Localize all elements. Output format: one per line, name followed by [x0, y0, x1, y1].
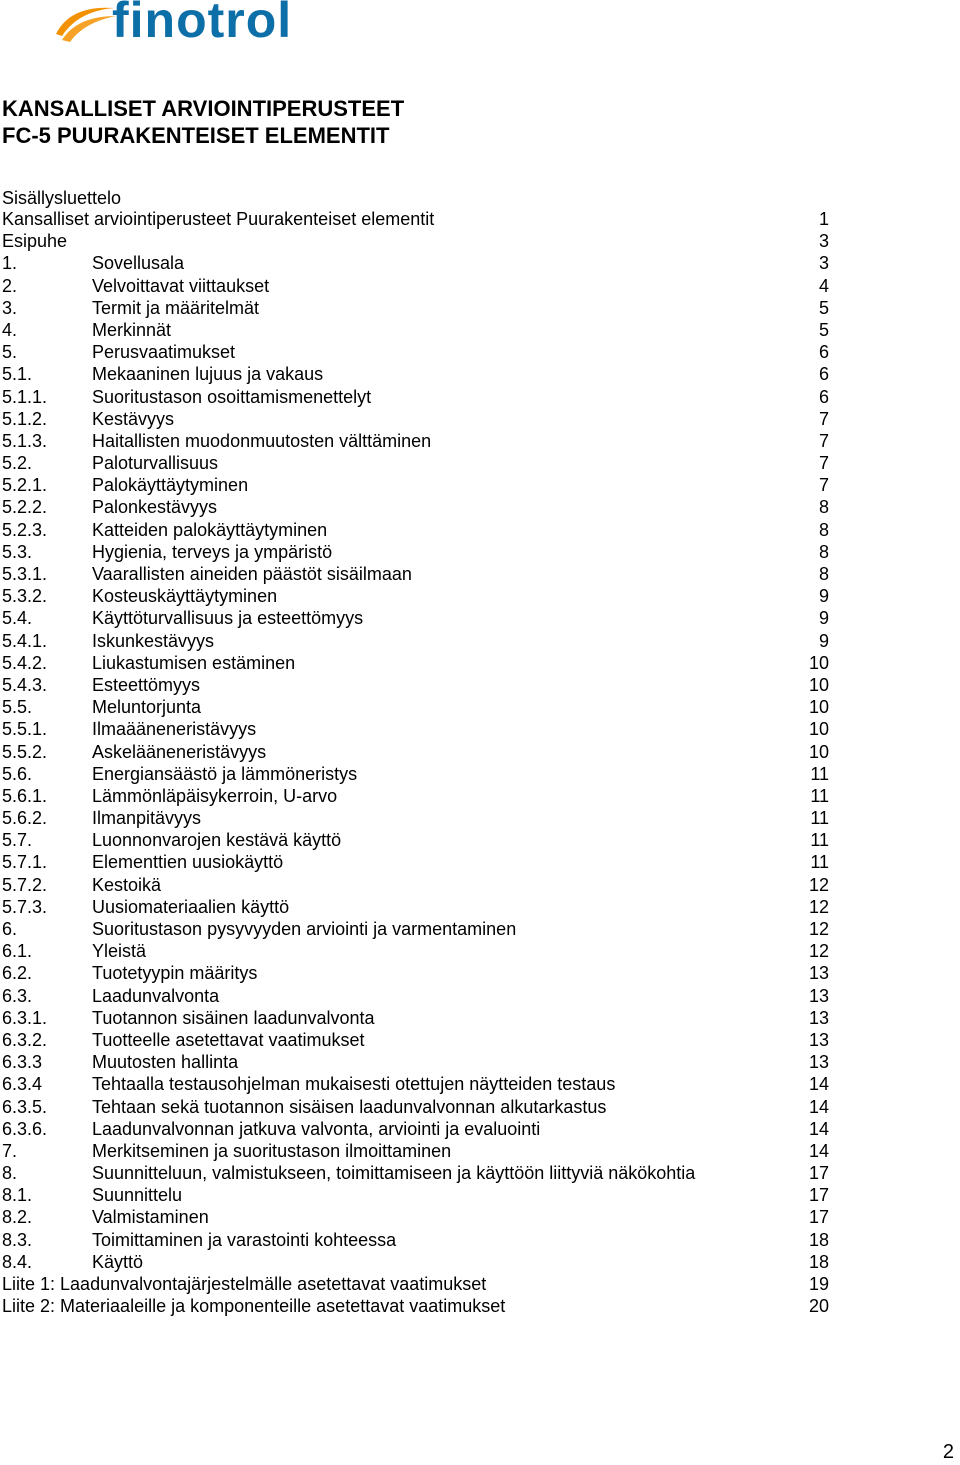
toc-entry-page: 17: [808, 1163, 829, 1184]
toc-entry-page: 8: [818, 541, 829, 562]
toc-entry-number: 5.6.: [2, 763, 33, 784]
toc-entry-page: 5: [818, 319, 829, 340]
toc-entry[interactable]: [0, 1007, 960, 1029]
toc-entry-page: 11: [810, 830, 829, 851]
toc-entry[interactable]: [0, 252, 960, 274]
toc-entry[interactable]: [0, 1051, 960, 1073]
toc-entry-number: 5.: [2, 342, 18, 363]
logo-wordmark: finotrol: [112, 0, 293, 48]
toc-entry-title: Kosteuskäyttäytyminen: [92, 586, 278, 607]
toc-entry-title: Ilmanpitävyys: [92, 808, 202, 829]
toc-heading: Sisällysluettelo: [2, 188, 122, 208]
toc-entry-number: 5.6.1.: [2, 785, 48, 806]
toc-entry[interactable]: [0, 474, 960, 496]
toc-entry-title: Elementtien uusiokäyttö: [92, 852, 284, 873]
toc-entry[interactable]: [0, 851, 960, 873]
toc-entry-title: Paloturvallisuus: [92, 453, 219, 474]
toc-entry-title: Meluntorjunta: [92, 697, 202, 718]
toc-entry[interactable]: [0, 1029, 960, 1051]
toc-entry-title: Perusvaatimukset: [92, 342, 236, 363]
toc-entry-number: 6.: [2, 919, 18, 939]
toc-entry-title: Esteettömyys: [92, 674, 201, 695]
toc-entry-number: 5.7.1.: [2, 852, 48, 873]
toc-entry-page: 4: [818, 275, 829, 296]
toc-entry[interactable]: [0, 630, 960, 652]
toc-entry-number: 5.3.1.: [2, 564, 48, 584]
toc-entry-number: 5.2.1.: [2, 475, 48, 496]
toc-entry-page: 6: [818, 342, 829, 363]
toc-entry-number: 5.4.3.: [2, 674, 48, 695]
toc-entry-page: 7: [818, 408, 829, 429]
toc-entry-page: 12: [808, 919, 829, 939]
toc-entry-title: Tehtaan sekä tuotannon sisäisen laadunvalvonnan alkutarkastus: [92, 1096, 607, 1117]
toc-entry-page: 11: [810, 785, 829, 806]
toc-entry[interactable]: [0, 696, 960, 718]
toc-entry-number: 6.3.5.: [2, 1096, 48, 1117]
toc-entry-page: 20: [808, 1296, 829, 1317]
toc-entry-page: 6: [818, 386, 829, 407]
toc-entry[interactable]: [0, 674, 960, 696]
toc-entry[interactable]: [0, 363, 960, 385]
toc-entry-title: Luonnonvarojen kestävä käyttö: [92, 830, 342, 851]
toc-entry-title: Hygienia, terveys ja ympäristö: [92, 541, 333, 562]
toc-entry-title: Energiansäästö ja lämmöneristys: [92, 763, 358, 784]
toc-entry-title: Esipuhe: [2, 231, 68, 252]
toc-entry-page: 8: [818, 564, 829, 584]
toc-entry-page: 14: [808, 1140, 829, 1161]
toc-entry-page: 5: [818, 297, 829, 318]
toc-entry-page: 7: [818, 430, 829, 451]
toc-entry[interactable]: [0, 1229, 960, 1251]
toc-entry-title: Mekaaninen lujuus ja vakaus: [92, 364, 324, 385]
toc-entry-title: Kansalliset arviointiperusteet Puurakenteiset elementit: [2, 209, 435, 229]
toc-entry-number: 3.: [2, 297, 18, 318]
toc-entry-title: Kestävyys: [92, 408, 175, 429]
toc-entry-number: 5.2.3.: [2, 519, 48, 540]
toc-entry-page: 8: [818, 497, 829, 518]
toc-entry-number: 5.7.3.: [2, 896, 48, 917]
toc-entry[interactable]: [0, 230, 960, 252]
toc-entry-page: 14: [808, 1074, 829, 1095]
toc-entry-title: Liukastumisen estäminen: [92, 652, 296, 673]
toc-entry-page: 9: [818, 630, 829, 651]
toc-entry-title: Suoritustason osoittamismenettelyt: [92, 386, 372, 407]
toc-entry-title: Haitallisten muodonmuutosten välttäminen: [92, 430, 432, 451]
toc-entry-page: 3: [818, 253, 829, 274]
toc-entry-number: 6.3.2.: [2, 1029, 48, 1050]
toc-entry-number: 8.: [2, 1163, 18, 1184]
toc-entry[interactable]: [0, 563, 960, 585]
toc-entry-number: 1.: [2, 253, 18, 274]
document-title: KANSALLISET ARVIOINTIPERUSTEET: [2, 96, 405, 121]
toc-entry[interactable]: [0, 208, 960, 230]
toc-entry[interactable]: [0, 1295, 960, 1317]
toc-entry-page: 6: [818, 364, 829, 385]
toc-entry-number: 6.3.4: [2, 1074, 43, 1095]
toc-entry-page: 10: [808, 697, 829, 718]
toc-entry-title: Tuotannon sisäinen laadunvalvonta: [92, 1007, 375, 1028]
toc-entry[interactable]: [0, 918, 960, 940]
toc-entry-number: 6.1.: [2, 941, 33, 962]
toc-entry[interactable]: [0, 1251, 960, 1273]
toc-entry[interactable]: [0, 741, 960, 763]
toc-entry[interactable]: [0, 807, 960, 829]
toc-entry-title: Laadunvalvonta: [92, 985, 220, 1006]
toc-entry[interactable]: [0, 585, 960, 607]
finotrol-logo: [52, 0, 342, 48]
toc-entry-number: 6.3.3: [2, 1052, 43, 1073]
toc-entry-page: 10: [808, 719, 829, 740]
toc-entry-page: 13: [808, 1052, 829, 1073]
toc-entry-title: Yleistä: [92, 941, 147, 962]
toc-entry-page: 9: [818, 608, 829, 629]
toc-entry-title: Tuotteelle asetettavat vaatimukset: [92, 1029, 365, 1050]
toc-entry[interactable]: [0, 1140, 960, 1162]
toc-entry-number: 5.5.2.: [2, 741, 48, 762]
toc-entry-number: 8.3.: [2, 1229, 33, 1250]
toc-entry-title: Toimittaminen ja varastointi kohteessa: [92, 1229, 397, 1250]
toc-entry-title: Liite 1: Laadunvalvontajärjestelmälle asetettavat vaatimukset: [2, 1274, 487, 1294]
toc-entry-page: 18: [808, 1229, 829, 1250]
toc-entry[interactable]: [0, 785, 960, 807]
toc-entry[interactable]: [0, 652, 960, 674]
toc-entry-number: 5.2.: [2, 453, 33, 474]
toc-entry[interactable]: [0, 940, 960, 962]
toc-entry-page: 10: [808, 652, 829, 673]
toc-entry[interactable]: [0, 1273, 960, 1295]
toc-entry-number: 5.4.: [2, 608, 33, 629]
toc-entry-number: 8.4.: [2, 1251, 33, 1272]
toc-entry-title: Palonkestävyys: [92, 497, 218, 518]
toc-entry[interactable]: [0, 962, 960, 984]
toc-entry-title: Vaarallisten aineiden päästöt sisäilmaan: [92, 564, 412, 584]
toc-entry-page: 17: [808, 1207, 829, 1228]
toc-entry[interactable]: [0, 1073, 960, 1095]
toc-entry[interactable]: [0, 297, 960, 319]
toc-entry-number: 5.7.: [2, 830, 33, 851]
toc-entry-title: Liite 2: Materiaaleille ja komponenteille asetettavat vaatimukset: [2, 1296, 506, 1317]
toc-entry-page: 13: [808, 985, 829, 1006]
document-subtitle: FC-5 PUURAKENTEISET ELEMENTIT: [2, 123, 390, 148]
toc-entry[interactable]: [0, 408, 960, 430]
toc-entry[interactable]: [0, 763, 960, 785]
toc-entry-title: Merkinnät: [92, 319, 172, 340]
toc-entry-title: Iskunkestävyys: [92, 630, 215, 651]
toc-entry-number: 5.5.: [2, 697, 33, 718]
toc-entry[interactable]: [0, 275, 960, 297]
toc-entry-page: 17: [808, 1185, 829, 1206]
toc-entry[interactable]: [0, 1206, 960, 1228]
toc-entry-number: 4.: [2, 319, 18, 340]
toc-entry-number: 5.1.2.: [2, 408, 48, 429]
toc-entry-title: Lämmönläpäisykerroin, U-arvo: [92, 785, 338, 806]
toc-entry-title: Termit ja määritelmät: [92, 297, 260, 318]
toc-entry[interactable]: [0, 319, 960, 341]
toc-entry-title: Suunnittelu: [92, 1185, 183, 1206]
toc-entry-number: 5.1.: [2, 364, 33, 385]
toc-entry[interactable]: [0, 1162, 960, 1184]
toc-entry-page: 13: [808, 1029, 829, 1050]
toc-entry-page: 1: [818, 209, 829, 229]
toc-entry-number: 6.3.1.: [2, 1007, 48, 1028]
toc-entry[interactable]: [0, 1096, 960, 1118]
toc-entry-number: 5.5.1.: [2, 719, 48, 740]
toc-entry-title: Käyttö: [92, 1251, 144, 1272]
toc-entry[interactable]: [0, 496, 960, 518]
toc-entry[interactable]: [0, 874, 960, 896]
toc-entry[interactable]: [0, 541, 960, 563]
toc-entry[interactable]: [0, 386, 960, 408]
toc-entry-title: Velvoittavat viittaukset: [92, 275, 270, 296]
toc-entry-number: 7.: [2, 1140, 18, 1161]
toc-entry-title: Askelääneneristävyys: [92, 741, 267, 762]
toc-entry-page: 7: [818, 475, 829, 496]
toc-entry-title: Katteiden palokäyttäytyminen: [92, 519, 328, 540]
toc-entry-page: 19: [808, 1274, 829, 1294]
toc-entry-title: Palokäyttäytyminen: [92, 475, 249, 496]
toc-entry-page: 11: [810, 808, 829, 829]
toc-entry-number: 5.4.2.: [2, 652, 48, 673]
toc-entry-number: 5.7.2.: [2, 874, 48, 895]
toc-entry-number: 8.2.: [2, 1207, 33, 1228]
toc-entry[interactable]: [0, 607, 960, 629]
toc-entry[interactable]: [0, 829, 960, 851]
toc-entry-title: Tehtaalla testausohjelman mukaisesti otettujen näytteiden testaus: [92, 1074, 616, 1095]
toc-entry-page: 13: [808, 1007, 829, 1028]
toc-entry-number: 2.: [2, 275, 18, 296]
toc-entry[interactable]: [0, 1184, 960, 1206]
toc-entry-page: 10: [808, 674, 829, 695]
toc-entry-number: 5.6.2.: [2, 808, 48, 829]
toc-entry-title: Muutosten hallinta: [92, 1052, 239, 1073]
toc-entry-page: 11: [810, 852, 829, 873]
toc-entry-number: 5.1.3.: [2, 430, 48, 451]
toc-entry-number: 5.2.2.: [2, 497, 48, 518]
toc-entry-title: Sovellusala: [92, 253, 185, 274]
toc-entry-number: 6.3.6.: [2, 1118, 48, 1139]
toc-entry-number: 8.1.: [2, 1185, 33, 1206]
toc-entry-page: 7: [818, 453, 829, 474]
toc-entry-title: Suunnitteluun, valmistukseen, toimittamiseen ja käyttöön liittyviä näkökohtia: [92, 1163, 696, 1184]
toc-entry-title: Tuotetyypin määritys: [92, 963, 258, 984]
toc-entry-title: Kestoikä: [92, 874, 162, 895]
toc-entry-page: 3: [818, 231, 829, 252]
toc-entry-page: 18: [808, 1251, 829, 1272]
toc-entry-page: 14: [808, 1118, 829, 1139]
toc-entry-page: 12: [808, 941, 829, 962]
toc-entry-title: Valmistaminen: [92, 1207, 209, 1228]
toc-entry-page: 8: [818, 519, 829, 540]
toc-entry[interactable]: [0, 519, 960, 541]
toc-entry[interactable]: [0, 430, 960, 452]
toc-entry-title: Uusiomateriaalien käyttö: [92, 896, 290, 917]
toc-entry-page: 11: [810, 763, 829, 784]
toc-entry-number: 6.3.: [2, 985, 33, 1006]
toc-entry-page: 14: [808, 1096, 829, 1117]
toc-entry-title: Käyttöturvallisuus ja esteettömyys: [92, 608, 364, 629]
toc-entry-page: 12: [808, 896, 829, 917]
toc-entry[interactable]: [0, 1118, 960, 1140]
toc-entry-number: 6.2.: [2, 963, 33, 984]
toc-entry-page: 13: [808, 963, 829, 984]
toc-entry-number: 5.1.1.: [2, 386, 48, 407]
toc-entry-title: Suoritustason pysyvyyden arviointi ja varmentaminen: [92, 919, 517, 939]
toc-entry-number: 5.4.1.: [2, 630, 48, 651]
toc-entry[interactable]: [0, 985, 960, 1007]
toc-entry-page: 9: [818, 586, 829, 607]
toc-entry-title: Merkitseminen ja suoritustason ilmoittaminen: [92, 1140, 452, 1161]
toc-entry-title: Laadunvalvonnan jatkuva valvonta, arviointi ja evaluointi: [92, 1118, 541, 1139]
table-of-contents: [0, 208, 960, 1317]
toc-entry[interactable]: [0, 718, 960, 740]
toc-entry[interactable]: [0, 452, 960, 474]
toc-entry-page: 12: [808, 874, 829, 895]
page-number: 2: [942, 1441, 954, 1463]
toc-entry[interactable]: [0, 341, 960, 363]
toc-entry-page: 10: [808, 741, 829, 762]
toc-entry[interactable]: [0, 896, 960, 918]
toc-entry-number: 5.3.2.: [2, 586, 48, 607]
toc-entry-title: Ilmaääneneristävyys: [92, 719, 257, 740]
toc-entry-number: 5.3.: [2, 541, 33, 562]
